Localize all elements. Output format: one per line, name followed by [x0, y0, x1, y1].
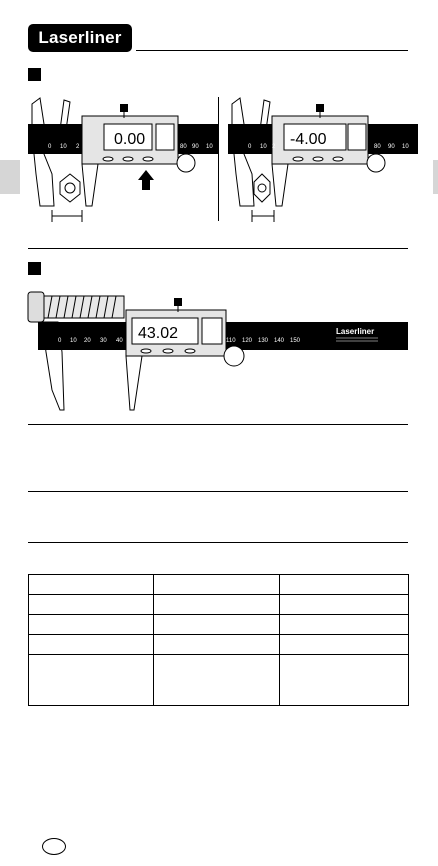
caliper-zero-illustration [22, 94, 218, 226]
section-marker-1 [28, 68, 41, 81]
scale-label: 80 [180, 144, 187, 150]
section-rule [28, 248, 408, 249]
scale-label: 10 [60, 144, 67, 150]
table-cell [154, 615, 279, 635]
section-rule [28, 542, 408, 543]
table-cell [154, 655, 279, 706]
table-cell [279, 615, 408, 635]
side-tab-right [433, 160, 438, 194]
caliper-display-value: 43.02 [138, 325, 179, 342]
table-cell [279, 575, 408, 595]
table-row [29, 595, 409, 615]
scale-label: 120 [242, 338, 253, 344]
table-cell [29, 615, 154, 635]
table-cell [29, 595, 154, 615]
table-row [29, 655, 409, 706]
table-cell [29, 655, 154, 706]
table-row [29, 635, 409, 655]
scale-label: 0 [248, 144, 252, 150]
table-cell [279, 635, 408, 655]
section-marker-2 [28, 262, 41, 275]
scale-label: 0 [48, 144, 52, 150]
scale-label: 90 [192, 144, 199, 150]
scale-label: 10 [260, 144, 267, 150]
table-cell [154, 595, 279, 615]
scale-label: 30 [100, 338, 107, 344]
caliper-negative-illustration [222, 94, 418, 226]
scale-label: 20 [84, 338, 91, 344]
figure-divider [218, 97, 219, 221]
scale-label: 0 [58, 338, 62, 344]
caliper-display-value: 0.00 [114, 131, 146, 148]
table-cell [279, 655, 408, 706]
scale-label: 90 [388, 144, 395, 150]
table-cell [154, 575, 279, 595]
scale-label: 10 [206, 144, 213, 150]
caliper-display-value: -4.00 [290, 131, 327, 148]
brand-logo: Laserliner [28, 24, 132, 52]
scale-label: 150 [290, 338, 301, 344]
table-cell [279, 595, 408, 615]
section-rule [28, 424, 408, 425]
table-cell [154, 635, 279, 655]
table-row [29, 615, 409, 635]
spec-table [28, 574, 409, 706]
scale-label: 10 [402, 144, 409, 150]
table-row [29, 575, 409, 595]
section-rule [28, 491, 408, 492]
scale-label: 80 [374, 144, 381, 150]
header-rule [136, 50, 408, 51]
rule-logo: Laserliner [336, 327, 375, 336]
caliper-bolt-illustration [22, 282, 412, 414]
scale-label: 110 [226, 338, 236, 344]
language-badge [42, 838, 66, 855]
table-cell [29, 635, 154, 655]
scale-label: 10 [70, 338, 77, 344]
scale-label: 2 [272, 144, 276, 150]
scale-label: 140 [274, 338, 285, 344]
scale-label: 40 [116, 338, 123, 344]
side-tab [0, 160, 20, 194]
scale-label: 130 [258, 338, 269, 344]
scale-label: 2 [76, 144, 80, 150]
table-cell [29, 575, 154, 595]
